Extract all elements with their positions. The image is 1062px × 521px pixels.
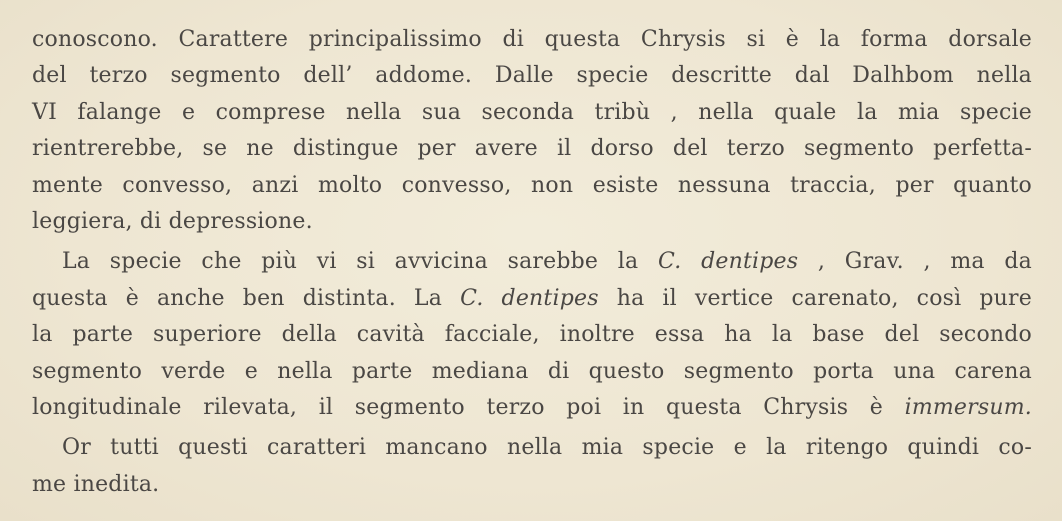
text-line [32,168,1032,204]
species-name-italic: C. dentipes [658,249,799,275]
species-name-italic: C. dentipes [460,285,599,311]
text-line [32,22,1032,58]
text-segment: conoscono. Carattere principalissimo di questa Chrysis si è la forma dorsale [32,27,1032,52]
text-line [32,354,1032,390]
text-segment: ha il vertice carenato, così pure [598,285,1032,311]
paragraph-3 [32,430,1032,503]
text-line [32,430,1032,466]
body-text [32,22,1032,503]
latin-term-italic: immersum. [904,394,1032,420]
text-segment: la parte superiore della cavità facciale, inoltre essa ha la base del secondo [32,322,1032,348]
text-segment: rientrerebbe, se ne distingue per avere il dorso del terzo segmento perfetta- [32,136,1032,162]
text-line [32,281,1032,317]
text-segment: mente convesso, anzi molto convesso, non esiste nessuna traccia, per quanto [32,172,1032,198]
text-line [32,244,1032,280]
text-segment: questa è anche ben distinta. La [32,285,461,311]
text-segment: , Grav. , ma da [798,249,1032,275]
text-line [32,390,1032,426]
text-line [32,131,1032,167]
text-line [32,58,1032,94]
text-segment: leggiera, di depressione. [32,208,313,234]
text-line [32,317,1032,353]
text-line [32,95,1032,131]
text-segment: longitudinale rilevata, il segmento terzo poi in questa Chrysis è [32,394,905,420]
text-line [32,467,1032,503]
text-line [32,204,1032,240]
paragraph-2 [32,244,1032,426]
text-segment: La specie che più vi si avvicina sarebbe la [62,249,659,275]
text-segment: segmento verde e nella parte mediana di questo segmento porta una carena [32,358,1032,384]
text-segment: del terzo segmento dell’ addome. Dalle specie descritte dal Dalhbom nella [32,63,1032,89]
text-segment: Or tutti questi caratteri mancano nella mia specie e la ritengo quindi co- [62,435,1032,461]
paragraph-1 [32,22,1032,240]
text-segment: VI falange e comprese nella sua seconda tribù , nella quale la mia specie [32,99,1032,125]
text-segment: me inedita. [32,471,160,497]
